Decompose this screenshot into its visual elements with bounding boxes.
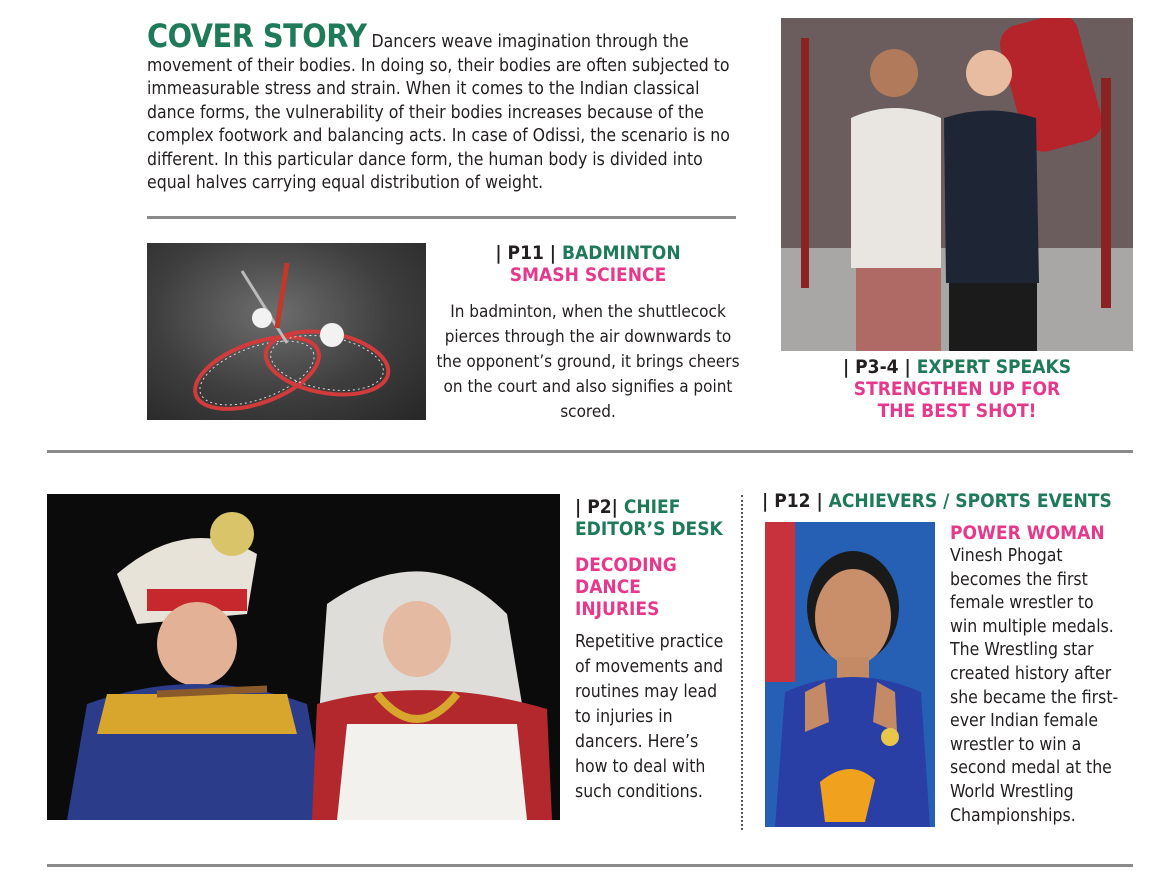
cover-story-kicker: COVER STORY xyxy=(147,17,367,55)
cover-story-paragraph xyxy=(147,18,747,196)
wrestler-photo xyxy=(765,522,935,827)
badminton-text: In badminton, when the shuttlecock pierces through the air downwards to the opponent’s ground, it brings cheers on the court and also signifies a point scored. xyxy=(436,302,740,422)
expert-teaser xyxy=(781,356,1133,422)
cover-story-block xyxy=(147,18,747,196)
expert-heading xyxy=(781,356,1133,378)
editor-title-line3: INJURIES xyxy=(575,598,660,620)
badminton-heading xyxy=(430,242,746,264)
divider-cover xyxy=(147,216,736,219)
achievers-heading xyxy=(762,490,1122,512)
cover-story-text: Dancers weave imagination through the movement of their bodies. In doing so, their bodies are often subjected to immeasurable stress and strain. When it comes to the Indian classical dance forms, the vulnerability of their bodies increases because of the complex footwork and balancing acts. In case of Odissi, the scenario is no different. In this particular dance form, the human body is divided into equal halves carrying equal distribution of weight. xyxy=(147,32,730,193)
badminton-title: SMASH SCIENCE xyxy=(509,264,667,286)
expert-title-line1: STRENGTHEN UP FOR xyxy=(853,378,1061,400)
editor-section-line2: EDITOR’S DESK xyxy=(575,518,723,540)
editor-title-line2: DANCE xyxy=(575,576,641,598)
editor-title xyxy=(575,554,735,620)
badminton-teaser xyxy=(430,242,746,425)
divider-middle xyxy=(47,450,1133,453)
badminton-rackets-image xyxy=(147,243,426,420)
achievers-text: Vinesh Phogat becomes the first female wrestler to win multiple medals. The Wrestling star created history after she became the first-ever Indian female wrestler to win a second medal at the World Wrestling Championships. xyxy=(950,546,1119,826)
editor-title-line1: DECODING xyxy=(575,554,677,576)
manipuri-dancers-image xyxy=(47,494,560,820)
achievers-title: POWER WOMAN xyxy=(950,522,1105,544)
achievers-teaser xyxy=(950,522,1125,828)
achievers-heading-block xyxy=(762,490,1122,512)
expert-gym-photo xyxy=(781,18,1133,351)
divider-bottom xyxy=(47,864,1133,867)
editor-text: Repetitive practice of movements and routines may lead to injuries in dancers. Here’s how to deal with such conditions. xyxy=(575,632,724,802)
achievers-page-ref: | P12 | xyxy=(762,490,823,512)
badminton-page-ref: | P11 | xyxy=(495,242,557,264)
expert-title-line2: THE BEST SHOT! xyxy=(877,400,1037,422)
expert-page-ref: | P3-4 | xyxy=(842,356,911,378)
column-divider xyxy=(741,495,743,830)
editor-heading xyxy=(575,496,735,518)
dance-photo xyxy=(47,494,560,820)
editor-teaser xyxy=(575,496,735,805)
badminton-section: BADMINTON xyxy=(562,242,681,264)
achievers-section: ACHIEVERS / SPORTS EVENTS xyxy=(828,490,1112,512)
vinesh-phogat-image xyxy=(765,522,935,827)
editor-page-ref: | P2| xyxy=(575,496,618,518)
editor-section-line1: CHIEF xyxy=(623,496,681,518)
badminton-photo xyxy=(147,243,426,420)
expert-section: EXPERT SPEAKS xyxy=(916,356,1072,378)
gym-people-image xyxy=(781,18,1133,351)
